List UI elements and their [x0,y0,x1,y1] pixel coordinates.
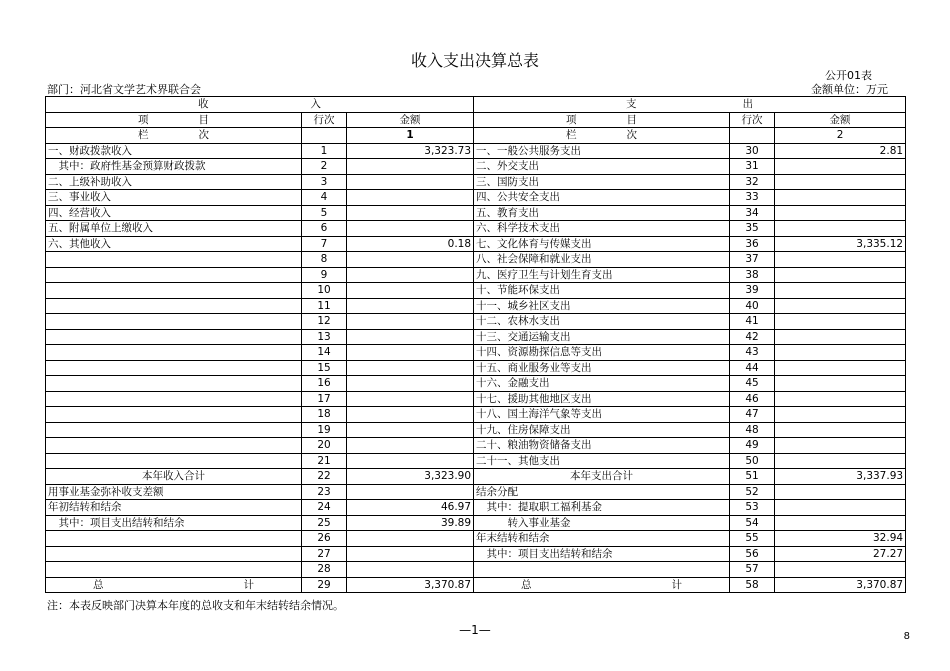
expense-amount-cell [775,360,906,376]
expense-rowno-cell: 57 [730,562,775,578]
expense-rowno-cell: 43 [730,345,775,361]
income-amount-cell [347,407,474,423]
income-amount-cell [347,159,474,175]
income-rowno-cell: 20 [302,438,347,454]
table-row [46,314,906,330]
expense-item-header: 项 目 [474,112,730,128]
expense-item-cell: 二十一、其他支出 [474,453,730,469]
expense-rowno-cell: 46 [730,391,775,407]
income-rowno-cell: 19 [302,422,347,438]
expense-rowno-cell: 56 [730,546,775,562]
expense-amount-cell [775,391,906,407]
income-rowno-cell: 28 [302,562,347,578]
expense-amount-cell [775,438,906,454]
income-rowno-cell: 1 [302,143,347,159]
income-item-cell: 其中：项目支出结转和结余 [46,515,302,531]
income-item-cell: 六、其他收入 [46,236,302,252]
expense-item-cell: 十六、金融支出 [474,376,730,392]
table-row [46,345,906,361]
table-row [46,174,906,190]
table-row [46,515,906,531]
expense-rowno-cell: 49 [730,438,775,454]
income-item-cell [46,314,302,330]
income-rowno-cell: 26 [302,531,347,547]
expense-rowno-cell: 40 [730,298,775,314]
expense-total-rowno: 58 [730,577,775,593]
table-row [46,298,906,314]
expense-rowno-cell: 35 [730,221,775,237]
table-row [46,360,906,376]
income-lanci-label: 栏 次 [46,128,302,144]
expense-lanci-label: 栏 次 [474,128,730,144]
income-amount-cell [347,314,474,330]
income-rowno-cell: 18 [302,407,347,423]
expense-rowno-cell: 47 [730,407,775,423]
income-amount-cell [347,438,474,454]
expense-item-cell: 年末结转和结余 [474,531,730,547]
expense-amount-cell [775,453,906,469]
income-amount-cell: 3,323.73 [347,143,474,159]
expense-item-cell: 十一、城乡社区支出 [474,298,730,314]
income-rowno-header: 行次 [302,112,347,128]
income-item-cell: 其中：政府性基金预算财政拨款 [46,159,302,175]
expense-amount-cell [775,190,906,206]
expense-amount-cell: 27.27 [775,546,906,562]
expense-item-cell: 十九、住房保障支出 [474,422,730,438]
expense-rowno-cell: 33 [730,190,775,206]
table-row [46,236,906,252]
table-note: 注：本表反映部门决算本年度的总收支和年末结转结余情况。 [47,599,344,612]
income-amount-cell [347,190,474,206]
expense-item-cell: 四、公共安全支出 [474,190,730,206]
income-rowno-cell: 27 [302,546,347,562]
expense-amount-cell [775,422,906,438]
expense-lanci-rowno [730,128,775,144]
income-item-cell: 五、附属单位上缴收入 [46,221,302,237]
expense-rowno-cell: 38 [730,267,775,283]
expense-amount-cell [775,329,906,345]
table-row [46,469,906,485]
expense-rowno-cell: 41 [730,314,775,330]
income-amount-cell: 3,323.90 [347,469,474,485]
expense-rowno-cell: 31 [730,159,775,175]
income-amount-cell: 0.18 [347,236,474,252]
expense-amount-cell [775,283,906,299]
table-row [46,500,906,516]
income-item-cell: 用事业基金弥补收支差额 [46,484,302,500]
expense-item-cell: 九、医疗卫生与计划生育支出 [474,267,730,283]
income-col-number: 1 [347,128,474,144]
table-row [46,531,906,547]
income-item-cell [46,438,302,454]
table-row [46,205,906,221]
income-rowno-cell: 13 [302,329,347,345]
expense-amount-cell [775,376,906,392]
income-header: 收 入 [46,97,474,113]
expense-rowno-cell: 53 [730,500,775,516]
expense-amount-cell [775,205,906,221]
expense-item-cell [474,562,730,578]
income-item-cell [46,407,302,423]
expense-rowno-cell: 51 [730,469,775,485]
income-item-cell: 本年收入合计 [46,469,302,485]
income-amount-cell: 39.89 [347,515,474,531]
income-amount-cell [347,453,474,469]
income-amount-cell [347,298,474,314]
expense-amount-cell: 32.94 [775,531,906,547]
expense-item-cell: 十七、援助其他地区支出 [474,391,730,407]
expense-amount-header: 金额 [775,112,906,128]
expense-rowno-cell: 45 [730,376,775,392]
header-row-lanci [46,128,906,144]
expense-item-cell: 七、文化体育与传媒支出 [474,236,730,252]
expense-amount-cell [775,252,906,268]
income-amount-cell [347,376,474,392]
income-amount-cell [347,329,474,345]
expense-total-label-1: 总 [521,578,532,591]
expense-item-cell: 十四、资源勘探信息等支出 [474,345,730,361]
expense-item-cell: 十二、农林水支出 [474,314,730,330]
summary-table [45,96,906,593]
income-rowno-cell: 12 [302,314,347,330]
income-rowno-cell: 4 [302,190,347,206]
table-row [46,453,906,469]
expense-amount-cell [775,484,906,500]
income-item-cell [46,252,302,268]
expense-item-cell: 六、科学技术支出 [474,221,730,237]
income-item-cell: 二、上级补助收入 [46,174,302,190]
income-item-cell [46,345,302,361]
department-label: 部门：河北省文学艺术界联合会 [47,83,201,96]
income-amount-cell: 46.97 [347,500,474,516]
expense-amount-cell [775,174,906,190]
expense-item-cell: 其中：提取职工福利基金 [474,500,730,516]
income-item-cell [46,562,302,578]
table-row [46,159,906,175]
expense-item-cell: 十五、商业服务业等支出 [474,360,730,376]
table-row [46,283,906,299]
income-rowno-cell: 9 [302,267,347,283]
income-item-cell [46,546,302,562]
expense-rowno-cell: 42 [730,329,775,345]
expense-rowno-cell: 34 [730,205,775,221]
income-rowno-cell: 11 [302,298,347,314]
expense-header: 支 出 [474,97,906,113]
income-item-cell [46,329,302,345]
table-row [46,562,906,578]
expense-amount-cell [775,314,906,330]
income-rowno-cell: 15 [302,360,347,376]
income-item-cell [46,531,302,547]
expense-amount-cell [775,159,906,175]
table-row [46,221,906,237]
income-rowno-cell: 23 [302,484,347,500]
income-rowno-cell: 14 [302,345,347,361]
income-rowno-cell: 8 [302,252,347,268]
expense-amount-cell: 3,335.12 [775,236,906,252]
income-item-cell: 一、财政拨款收入 [46,143,302,159]
income-rowno-cell: 3 [302,174,347,190]
header-row-main [46,97,906,113]
income-amount-cell [347,546,474,562]
income-item-cell [46,376,302,392]
page-title: 收入支出决算总表 [410,51,539,70]
income-rowno-cell: 22 [302,469,347,485]
expense-amount-cell [775,221,906,237]
expense-item-cell: 五、教育支出 [474,205,730,221]
income-rowno-cell: 6 [302,221,347,237]
income-rowno-cell: 5 [302,205,347,221]
income-amount-cell [347,422,474,438]
expense-rowno-cell: 44 [730,360,775,376]
page-number: 8 [903,631,910,642]
income-total-rowno: 29 [302,577,347,593]
expense-col-number: 2 [775,128,906,144]
income-amount-cell [347,252,474,268]
expense-rowno-header: 行次 [730,112,775,128]
income-item-cell [46,360,302,376]
expense-amount-cell [775,345,906,361]
expense-amount-cell [775,562,906,578]
expense-item-cell: 结余分配 [474,484,730,500]
income-amount-cell [347,174,474,190]
income-item-cell [46,391,302,407]
expense-item-cell: 十三、交通运输支出 [474,329,730,345]
expense-rowno-cell: 37 [730,252,775,268]
total-row [46,577,906,593]
expense-rowno-cell: 48 [730,422,775,438]
income-rowno-cell: 21 [302,453,347,469]
income-rowno-cell: 24 [302,500,347,516]
expense-amount-cell [775,515,906,531]
amount-unit-label: 金额单位：万元 [811,83,888,96]
expense-amount-cell: 2.81 [775,143,906,159]
expense-item-cell: 转入事业基金 [474,515,730,531]
income-total-label-1: 总 [93,578,104,591]
table-row [46,391,906,407]
expense-rowno-cell: 36 [730,236,775,252]
expense-total-amount: 3,370.87 [775,577,906,593]
expense-amount-cell [775,407,906,423]
income-rowno-cell: 2 [302,159,347,175]
table-row [46,484,906,500]
expense-rowno-cell: 30 [730,143,775,159]
expense-total-label-2: 计 [671,578,683,591]
table-row [46,252,906,268]
expense-rowno-cell: 39 [730,283,775,299]
table-row [46,329,906,345]
expense-item-cell: 八、社会保障和就业支出 [474,252,730,268]
income-rowno-cell: 7 [302,236,347,252]
table-row [46,407,906,423]
income-amount-cell [347,267,474,283]
expense-item-cell: 二、外交支出 [474,159,730,175]
expense-amount-cell: 3,337.93 [775,469,906,485]
table-row [46,143,906,159]
income-lanci-rowno [302,128,347,144]
income-amount-cell [347,484,474,500]
income-rowno-cell: 16 [302,376,347,392]
income-amount-header: 金额 [347,112,474,128]
income-amount-cell [347,531,474,547]
income-amount-cell [347,283,474,299]
table-row [46,438,906,454]
expense-rowno-cell: 54 [730,515,775,531]
income-item-cell [46,283,302,299]
income-rowno-cell: 17 [302,391,347,407]
income-item-cell: 三、事业收入 [46,190,302,206]
expense-item-cell: 其中：项目支出结转和结余 [474,546,730,562]
expense-item-cell: 二十、粮油物资储备支出 [474,438,730,454]
income-rowno-cell: 25 [302,515,347,531]
expense-amount-cell [775,298,906,314]
income-item-cell [46,298,302,314]
income-amount-cell [347,391,474,407]
expense-item-cell: 三、国防支出 [474,174,730,190]
income-total-label-2: 计 [243,578,254,591]
income-item-cell: 年初结转和结余 [46,500,302,516]
table-row [46,267,906,283]
income-amount-cell [347,345,474,361]
expense-amount-cell [775,500,906,516]
table-row [46,546,906,562]
income-item-cell [46,267,302,283]
income-total-label [46,577,302,593]
income-item-cell [46,453,302,469]
table-row [46,376,906,392]
form-number: 公开01表 [825,69,872,82]
header-row-columns [46,112,906,128]
expense-item-cell: 十八、国土海洋气象等支出 [474,407,730,423]
income-amount-cell [347,360,474,376]
income-amount-cell [347,562,474,578]
expense-rowno-cell: 52 [730,484,775,500]
income-rowno-cell: 10 [302,283,347,299]
expense-total-label [474,577,730,593]
income-item-cell [46,422,302,438]
income-total-amount: 3,370.87 [347,577,474,593]
expense-rowno-cell: 50 [730,453,775,469]
expense-item-cell: 本年支出合计 [474,469,730,485]
expense-amount-cell [775,267,906,283]
expense-rowno-cell: 55 [730,531,775,547]
expense-rowno-cell: 32 [730,174,775,190]
income-amount-cell [347,205,474,221]
income-item-cell: 四、经营收入 [46,205,302,221]
expense-item-cell: 一、一般公共服务支出 [474,143,730,159]
income-amount-cell [347,221,474,237]
page-footer: —1— [459,623,491,637]
table-row [46,422,906,438]
income-item-header: 项 目 [46,112,302,128]
expense-item-cell: 十、节能环保支出 [474,283,730,299]
table-row [46,190,906,206]
